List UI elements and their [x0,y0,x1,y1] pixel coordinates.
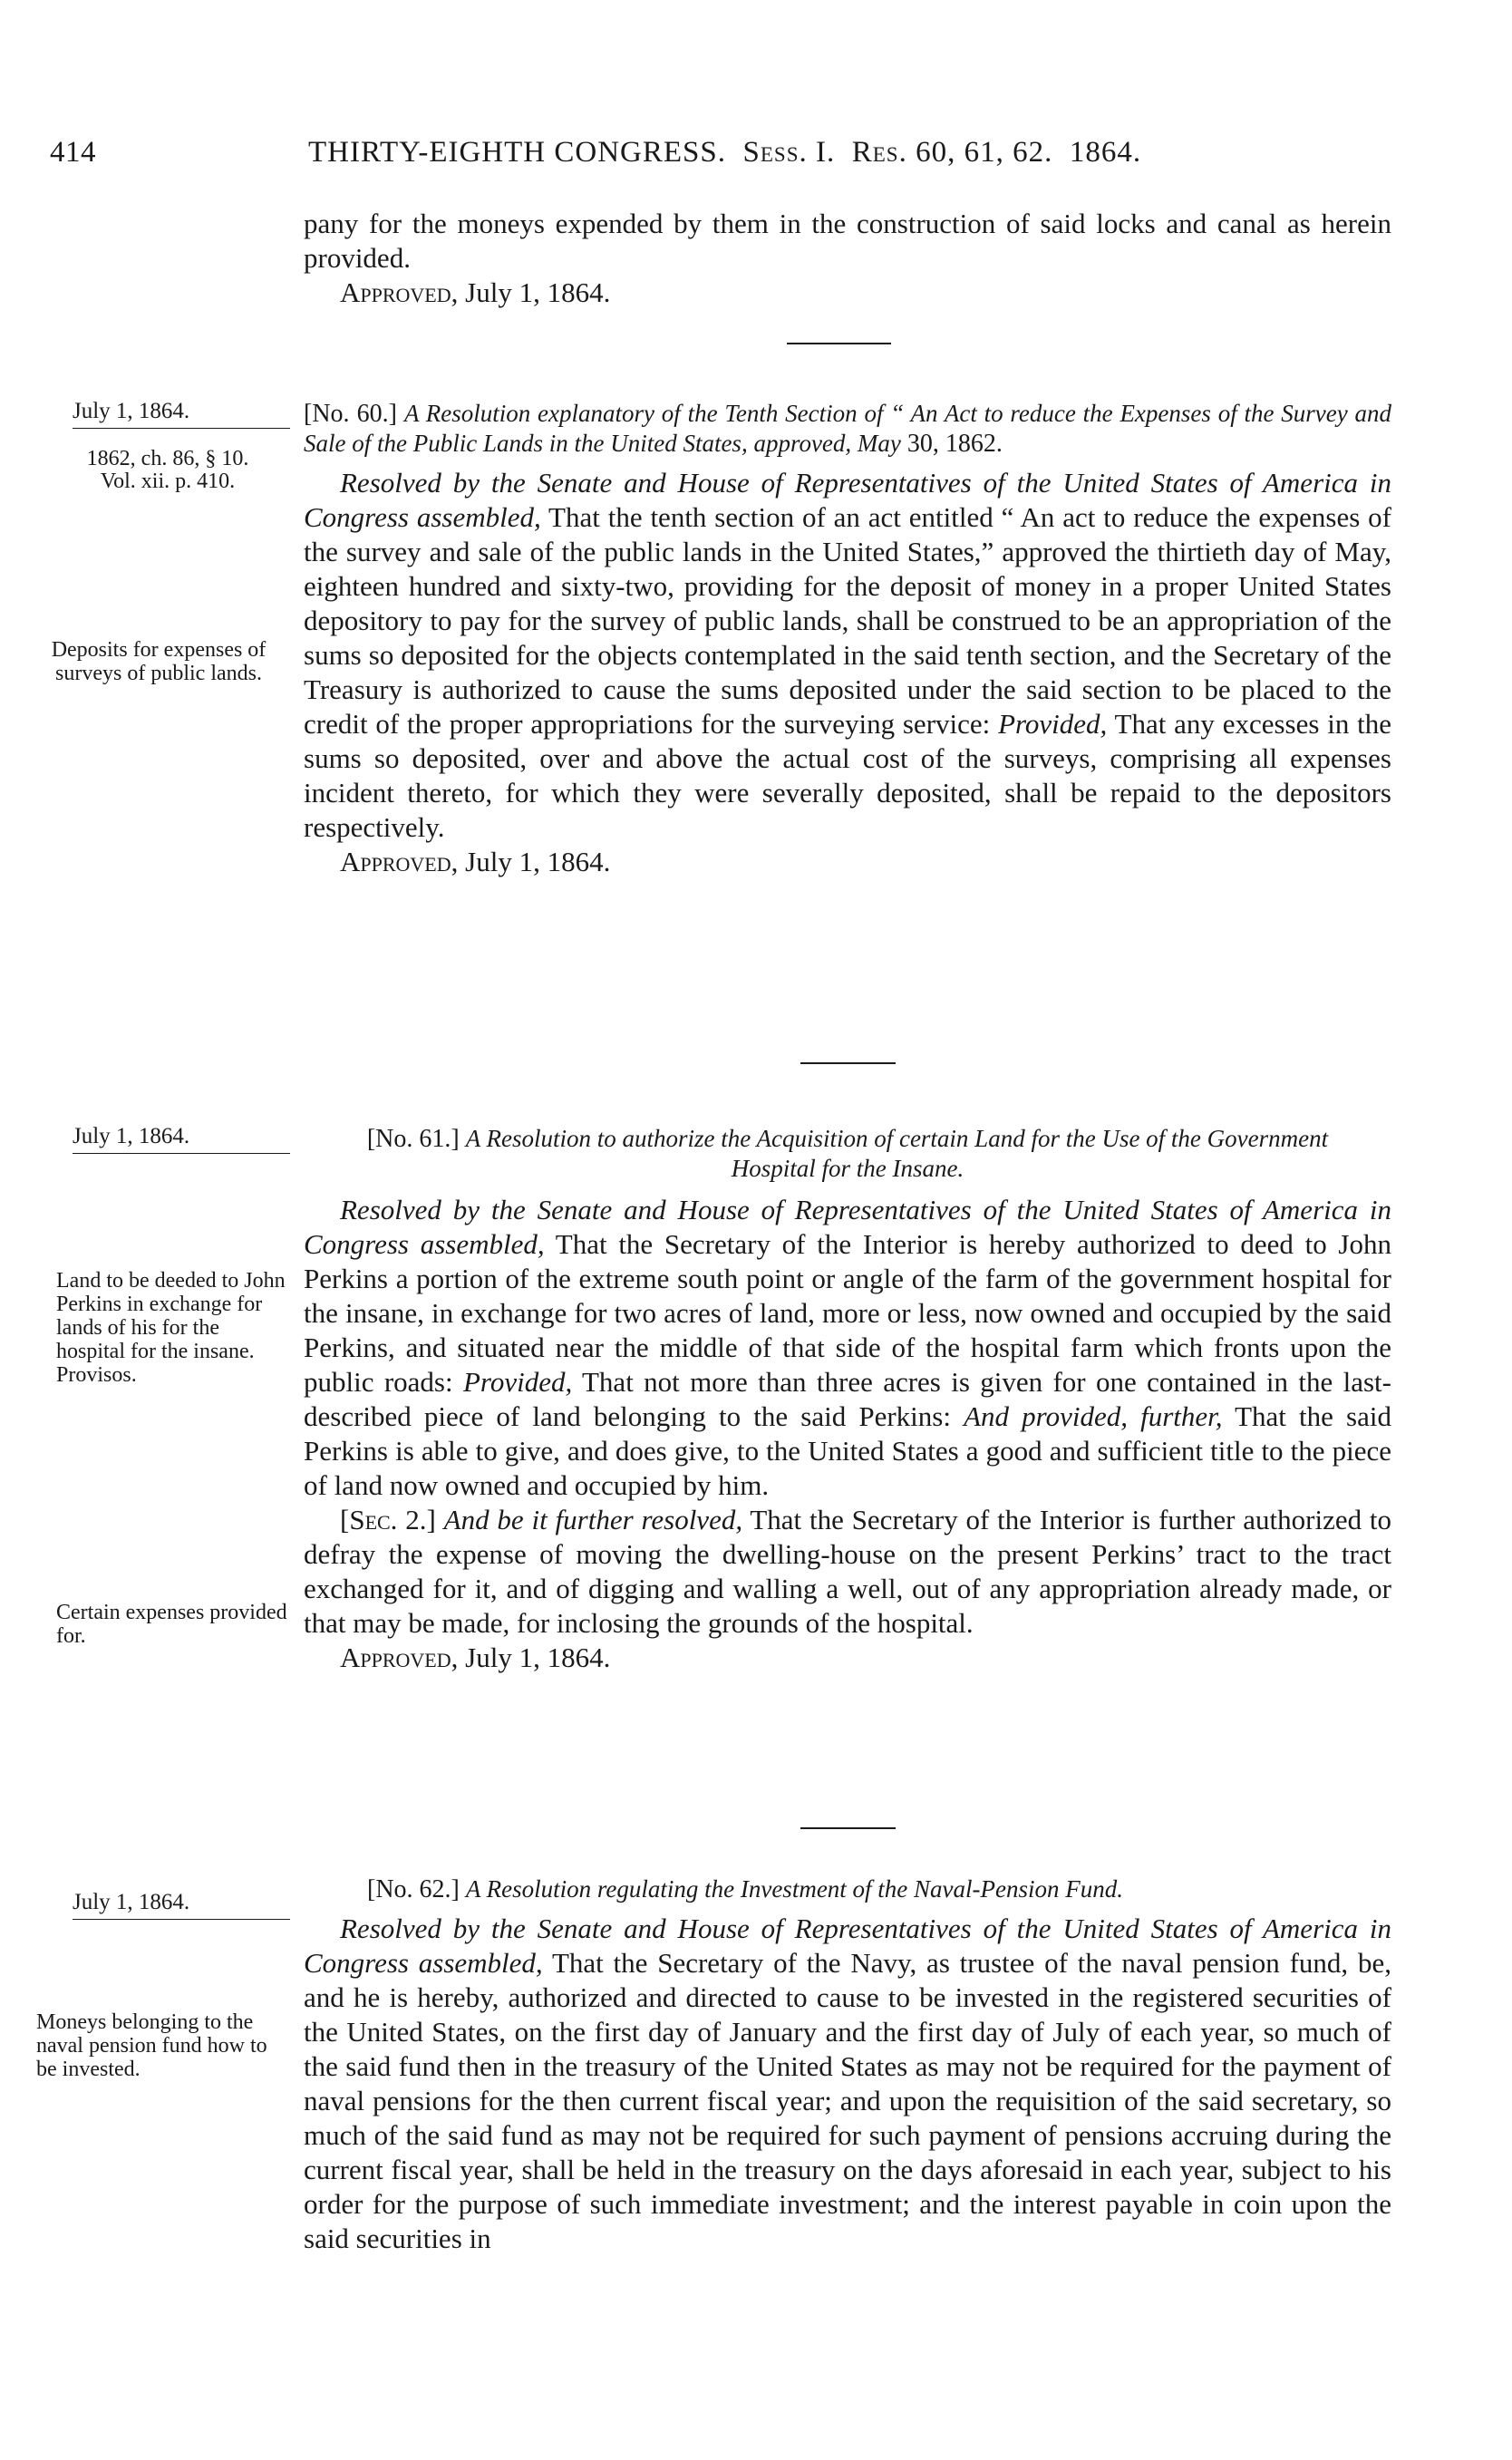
res62-title-line [304,1874,1391,1904]
page-number: 414 [50,136,96,169]
res62-number: [No. 62.] [367,1875,460,1903]
res61-margin-note: Land to be deeded to John Perkins in exchange for lands of his for the hospital for the insane. Provisos. [56,1269,286,1387]
res60-number: [No. 60.] [304,400,397,428]
intro-approved: Approved, July 1, 1864. [340,276,611,308]
res62-title: A Resolution regulating the Investment of the Naval-Pension Fund. [465,1875,1123,1903]
resolutions-label: Res. 60, 61, 62. [851,136,1053,169]
res60-title-line [304,399,1391,459]
res61-section-2: [Sec. 2.] And be it further resolved, That the Secretary of the Interior is further authorized to defray the expense of moving the dwelling-house on the present Perkins’ tract to the tract exchanged for it, and of digging and walling a well, out of any appropriation already made, or that may be made, for inclosing the grounds of the hospital. [304,1504,1392,1639]
res62-date: July 1, 1864. [73,1890,290,1920]
res61-title-line [304,1124,1391,1184]
res61-block [304,1124,1391,1675]
section-rule [800,1827,896,1829]
res60-margin-note: Deposits for expenses of surveys of public lands. [51,638,267,685]
res60-title: A Resolution explanatory of the Tenth Section of “ An Act to reduce the Expenses of the Survey and Sale of the Public Lands in the United States, approved, May [304,400,1392,457]
res60-block [304,399,1391,879]
res62-body: Resolved by the Senate and House of Representatives of the United States of America in Congress assembled, That the Secretary of the Navy, as trustee of the naval pension fund, be, and he is hereby, authorized and directed to cause to be invested in the registered securities of the United States, on the first day of January and the first day of July of each year, so much of the said fund then in the treasury of the United States as may not be required for the payment of naval pensions for the then current fiscal year; and upon the requisition of the said secretary, so much of the said fund as may not be required for such payment of pensions accruing during the current fiscal year, shall be held in the treasury on the days aforesaid in each year, subject to his order for the purpose of such immediate investment; and the interest payable in coin upon the said securities in [304,1913,1391,2254]
res61-title: A Resolution to authorize the Acquisition of certain Land for the Use of the Government Hospital for the Insane. [465,1125,1329,1182]
res60-approved: Approved, July 1, 1864. [340,846,611,877]
intro-text: pany for the moneys expended by them in the construction of said locks and canal as herein provided. [304,208,1391,274]
running-title [308,136,1141,169]
res61-margin-note-2: Certain expenses provided for. [56,1601,287,1648]
page-header [50,136,1391,172]
res61-approved: Approved, July 1, 1864. [340,1642,611,1673]
header-year: 1864. [1069,136,1142,169]
res60-date: July 1, 1864. [73,399,290,429]
res60-body: Resolved by the Senate and House of Representatives of the United States of America in Congress assembled, That the tenth section of an act entitled “ An act to reduce the expenses of the survey and sale of the public lands in the United States,” approved the thirtieth day of May, eighteen hundred and sixty-two, providing for the deposit of money in a proper United States depository to pay for the survey of public lands, shall be construed to be an appropriation of the sums so deposited for the objects contemplated in the said tenth section, and the Secretary of the Treasury is authorized to cause the sums deposited under the said section to be placed to the credit of the proper appropriations for the surveying service: Provided, That any excesses in the sums so deposited, over and above the actual cost of the surveys, comprising all expenses incident thereto, for which they were severally deposited, shall be repaid to the depositors respectively. [304,467,1392,843]
res60-title-tail: 30, 1862. [906,430,1003,458]
congress-title: THIRTY-EIGHTH CONGRESS. [308,136,727,169]
session-label: Sess. I. [742,136,836,169]
res60-citation: 1862, ch. 86, § 10. Vol. xii. p. 410. [86,447,249,493]
res61-body: Resolved by the Senate and House of Representatives of the United States of America in Congress assembled, That the Secretary of the Interior is hereby authorized to deed to John Perkins a portion of the extreme south point or angle of the farm of the government hospital for the insane, in exchange for two acres of land, more or less, now owned and occupied by the said Perkins, and situated near the middle of that side of the hospital farm which fronts upon the public roads: Provided, That not more than three acres is given for one contained in the last-described piece of land belonging to the said Perkins: And provided, further, That the said Perkins is able to give, and does give, to the United States a good and sufficient title to the piece of land now owned and occupied by him. [304,1194,1391,1501]
intro-block [304,207,1391,310]
section-rule [787,343,891,344]
res61-date: July 1, 1864. [73,1124,290,1154]
res61-number: [No. 61.] [366,1125,460,1153]
section-rule [800,1062,896,1064]
res62-margin-note: Moneys belonging to the naval pension fund how to be invested. [36,2010,267,2081]
res62-block [304,1874,1391,2256]
